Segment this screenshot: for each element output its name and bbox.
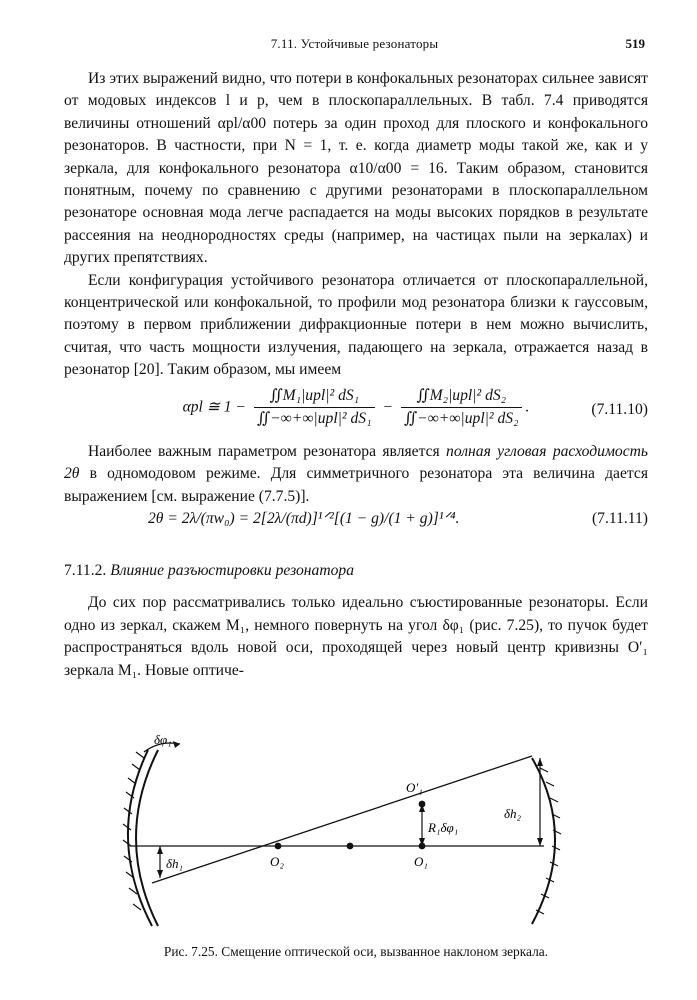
subsection-heading bbox=[64, 560, 648, 582]
paragraph-3-c: в одномодовом режиме. Для симметричного резонатора эта величина дается выражением [см. выражение (7.7.5)]. bbox=[64, 465, 648, 505]
equation-7-11-11 bbox=[64, 508, 648, 534]
paragraph-3 bbox=[64, 441, 648, 508]
rotation-arrowhead bbox=[173, 741, 180, 748]
new-axis bbox=[152, 756, 532, 883]
point-center bbox=[347, 843, 354, 850]
point-o1 bbox=[419, 843, 426, 850]
fraction-2 bbox=[401, 385, 522, 431]
equation-number: (7.11.11) bbox=[591, 509, 648, 527]
point-o2 bbox=[275, 843, 282, 850]
paragraph-4: До сих пор рассматривались только идеально съюстированные резонаторы. Если одно из зеркал, скажем M₁, немного повернуть на угол δφ₁ (рис. 7.25), то пучок будет распространяться вдоль новой оси, проходящей через новый центр кривизны O′₁ зеркала M₁. Новые оптиче- bbox=[64, 594, 648, 679]
label-o1-prime: O′₁ bbox=[406, 780, 423, 795]
equation-body: 2θ = 2λ/(πw₀) = 2[2λ/(πd)]¹ᐟ²[(1 − g)/(1 + g)]¹ᐟ⁴. bbox=[148, 509, 460, 527]
page-number: 519 bbox=[625, 36, 645, 51]
fraction-2-num: ∬M₂|upl|² dS₂ bbox=[401, 385, 522, 408]
label-r1dphi: R₁δφ₁ bbox=[428, 820, 459, 835]
mirror-m1-hatching bbox=[123, 752, 144, 910]
running-head: 7.11. Устойчивые резонаторы bbox=[270, 36, 439, 51]
equation-body bbox=[64, 385, 648, 431]
fraction-2-den: ∬−∞+∞|upl|² dS₂ bbox=[403, 410, 519, 428]
equation-number: (7.11.10) bbox=[591, 400, 648, 418]
paragraph-3-emphasis: полная угловая расходимость 2θ bbox=[64, 442, 648, 483]
eq1-lhs: αpl ≅ 1 − bbox=[182, 398, 246, 416]
eq1-minus: − bbox=[382, 398, 393, 416]
fraction-1 bbox=[254, 385, 375, 431]
main-text bbox=[64, 68, 648, 682]
figure-diagram bbox=[100, 728, 600, 928]
equation-7-11-10 bbox=[64, 385, 648, 437]
label-dphi: δφ₁ bbox=[154, 732, 172, 747]
point-o1-prime bbox=[419, 801, 426, 808]
figure-7-25 bbox=[100, 728, 600, 928]
paragraph-1: Из этих выражений видно, что потери в конфокальных резонаторах сильнее зависят от модовых индексов l и p, чем в плоскопараллельных. В табл. 7.4 приводятся величины отношений αpl/α00 потерь за один проход для плоского и конфокального резонаторов. В частности, при N = 1, т. е. когда диаметр моды такой же, как и у зеркала, для конфокального резонатора α10/α00 = 16. Таким образом, становится понятным, почему по сравнению с другими резонаторами в плоскопараллельном резонаторе основная мода легче распадается на моды высоких порядков в результате рассеяния на неоднородностях среды (например, на частицах пыли на зеркалах) и других препятствиях. bbox=[64, 70, 648, 267]
figure-caption: Рис. 7.25. Смещение оптической оси, вызванное наклоном зеркала. bbox=[163, 944, 549, 959]
label-o1: O₁ bbox=[414, 854, 428, 869]
eq1-end: . bbox=[525, 398, 530, 416]
subsection-number: 7.11.2. bbox=[64, 561, 111, 579]
label-dh2: δh₂ bbox=[504, 806, 522, 821]
label-dh1: δh₁ bbox=[166, 856, 184, 871]
fraction-1-den: ∬−∞+∞|upl|² dS₁ bbox=[256, 410, 372, 428]
subsection-title: Влияние разъюстировки резонатора bbox=[110, 561, 354, 579]
fraction-1-num: ∬M₁|upl|² dS₁ bbox=[254, 385, 375, 408]
page-header bbox=[64, 36, 645, 56]
paragraph-2: Если конфигурация устойчивого резонатора отличается от плоскопараллельной, концентрической или конфокальной, то профили мод резонатора близки к гауссовым, поэтому в первом приближении дифракционные потери в нем можно вычислить, считая, что часть мощности излучения, падающего на зеркала, отражается назад в резонатор [20]. Таким образом, мы имеем bbox=[64, 271, 648, 379]
paragraph-3-a: Наиболее важным параметром резонатора является bbox=[88, 442, 447, 460]
label-o2: O₂ bbox=[270, 854, 284, 869]
mirror-m2 bbox=[532, 758, 555, 924]
mirror-m1-tilted bbox=[128, 750, 152, 926]
